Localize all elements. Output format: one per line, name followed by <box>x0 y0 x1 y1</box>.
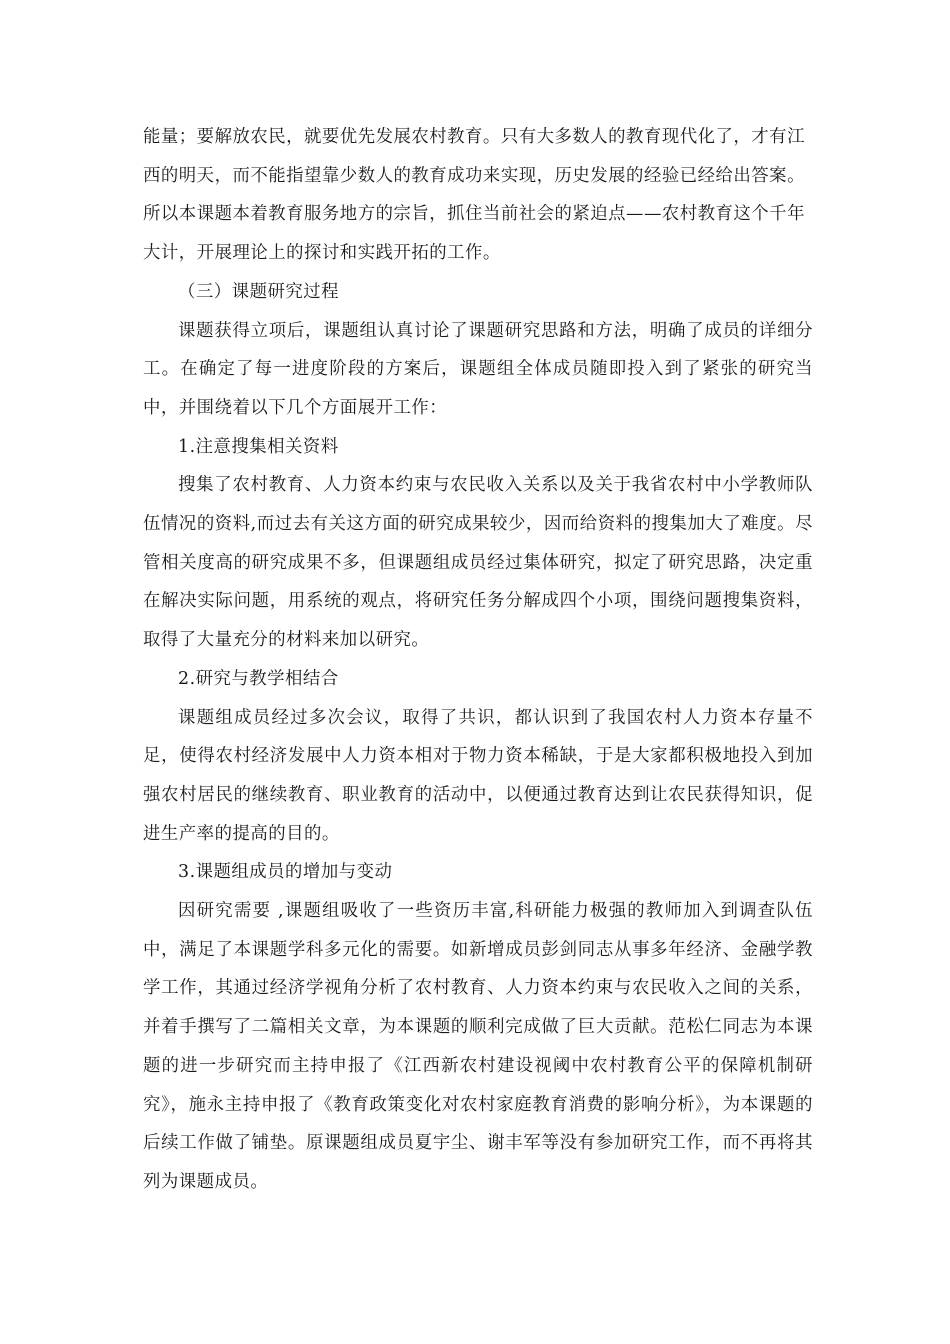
paragraph-collect-materials: 搜集了农村教育、人力资本约束与农民收入关系以及关于我省农村中小学教师队伍情况的资料,而过去有关这方面的研究成果较少，因而给资料的搜集加大了难度。尽管相关度高的研究成果不多，但课题组成员经过集体研究，拟定了研究思路，决定重在解决实际问题，用系统的观点，将研究任务分解成四个小项，围绕问题搜集资料，取得了大量充分的材料来加以研究。 <box>143 475 813 651</box>
paragraph-member-changes: 因研究需要 ,课题组吸收了一些资历丰富,科研能力极强的教师加入到调查队伍中，满足了本课题学科多元化的需要。如新增成员彭剑同志从事多年经济、金融学教学工作，其通过经济学视角分析了农村教育、人力资本约束与农民收入之间的关系，并着手撰写了二篇相关文章，为本课题的顺利完成做了巨大贡献。范松仁同志为本课题的进一步研究而主持申报了《江西新农村建设视阈中农村教育公平的保障机制研究》，施永主持申报了《教育政策变化对农村家庭教育消费的影响分析》，为本课题的后续工作做了铺垫。原课题组成员夏宇尘、谢丰军等没有参加研究工作，而不再将其列为课题成员。 <box>143 901 813 1192</box>
section-heading-process: （三）课题研究过程 <box>178 281 340 302</box>
subheading-collect-materials: 1.注意搜集相关资料 <box>178 436 339 457</box>
paragraph-continuation: 能量；要解放农民，就要优先发展农村教育。只有大多数人的教育现代化了，才有江西的明天，而不能指望靠少数人的教育成功来实现，历史发展的经验已经给出答案。所以本课题本着教育服务地方的宗旨，抓住当前社会的紧迫点——农村教育这个千年大计，开展理论上的探讨和实践开拓的工作。 <box>143 127 805 264</box>
subheading-member-changes: 3.课题组成员的增加与变动 <box>178 862 393 883</box>
paragraph-intro: 课题获得立项后，课题组认真讨论了课题研究思路和方法，明确了成员的详细分工。在确定了每一进度阶段的方案后，课题组全体成员随即投入到了紧张的研究当中，并围绕着以下几个方面展开工作： <box>143 320 813 418</box>
body-text <box>143 118 813 1202</box>
subheading-research-teaching: 2.研究与教学相结合 <box>178 668 339 689</box>
paragraph-research-teaching: 课题组成员经过多次会议，取得了共识，都认识到了我国农村人力资本存量不足，使得农村经济发展中人力资本相对于物力资本稀缺，于是大家都积极地投入到加强农村居民的继续教育、职业教育的活动中，以便通过教育达到让农民获得知识，促进生产率的提高的目的。 <box>143 707 813 844</box>
